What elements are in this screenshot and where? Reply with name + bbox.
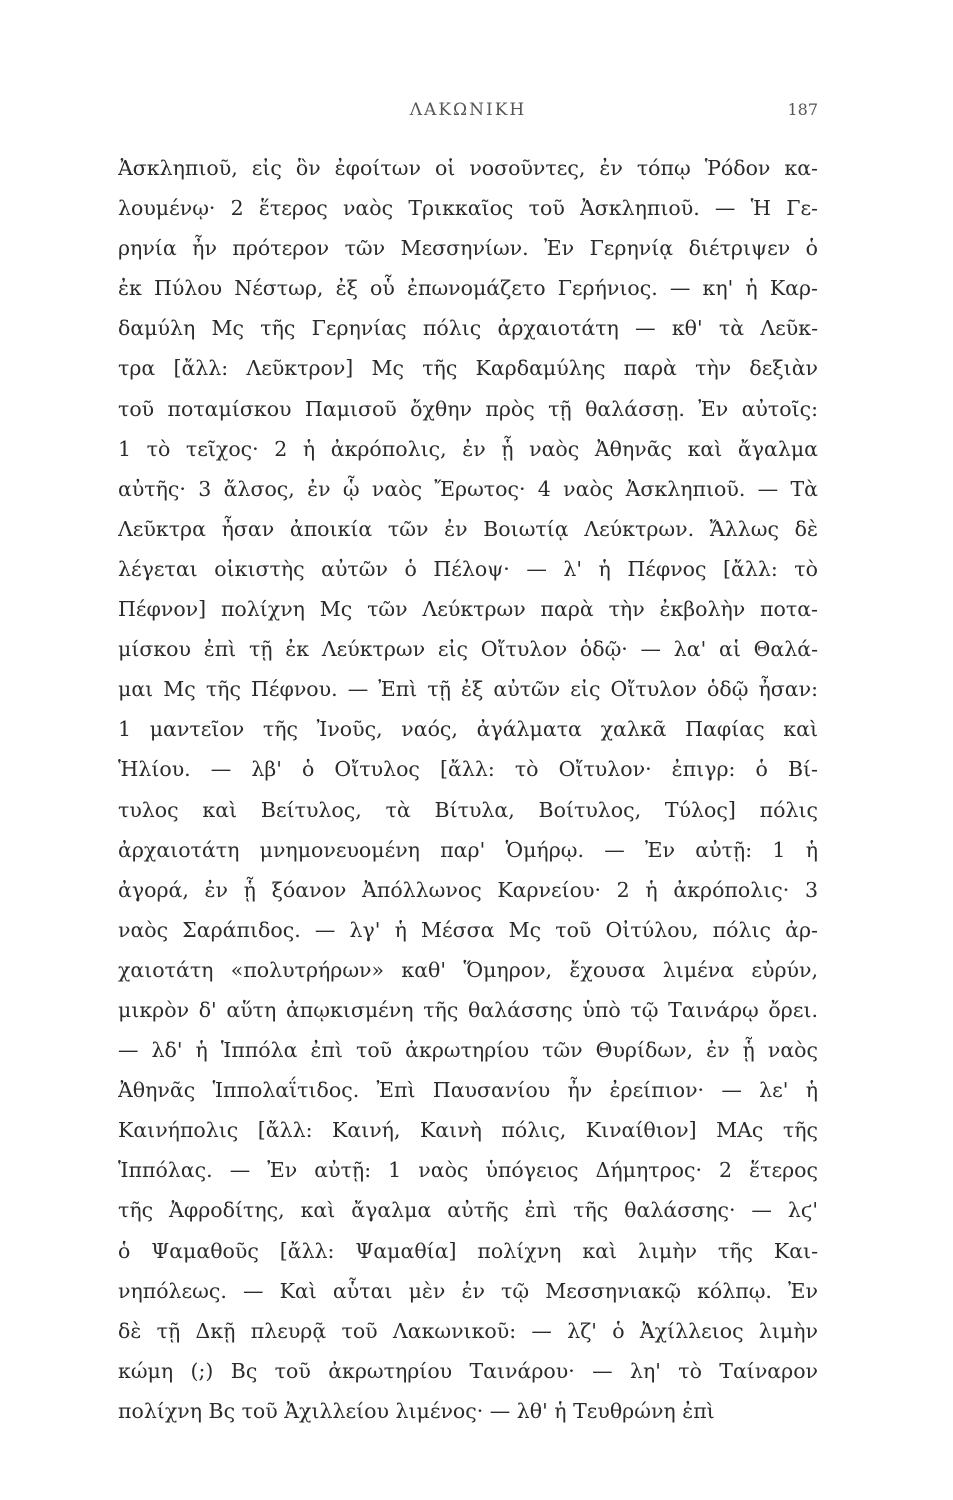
text-line: Ἡλίου. — λβ' ὁ Οἴτυλος [ἄλλ: τὸ Οἴτυλον· ἐπιγρ: ὁ Βί- <box>118 757 818 782</box>
text-line: δὲ τῇ Δκῇ πλευρᾷ τοῦ Λακωνικοῦ: — λζ' ὁ Ἀχίλλειος λιμὴν <box>118 1318 818 1343</box>
text-line: μαι Μς τῆς Πέφνου. — Ἐπὶ τῇ ἐξ αὐτῶν εἰς Οἴτυλον ὁδῷ ἦσαν: <box>118 677 818 702</box>
text-line: πολίχνη Βς τοῦ Ἀχιλλείου λιμένος· — λθ' ἡ Τευθρώνη ἐπὶ <box>118 1398 715 1423</box>
text-line: χαιοτάτη «πολυτρήρων» καθ' Ὅμηρον, ἔχουσα λιμένα εὐρύν, <box>118 957 818 982</box>
text-line: — λδ' ἡ Ἱππόλα ἐπὶ τοῦ ἀκρωτηρίου τῶν Θυρίδων, ἐν ᾗ ναὸς <box>118 1038 818 1063</box>
text-line: Λεῦκτρα ἦσαν ἀποικία τῶν ἐν Βοιωτίᾳ Λεύκτρων. Ἄλλως δὲ <box>118 516 818 541</box>
text-line: αὐτῆς· 3 ἄλσος, ἐν ᾧ ναὸς Ἔρωτος· 4 ναὸς Ἀσκληπιοῦ. — Τὰ <box>118 476 818 501</box>
body-text <box>118 148 818 1431</box>
text-line: δαμύλη Μς τῆς Γερηνίας πόλις ἀρχαιοτάτη — κθ' τὰ Λεῦκ- <box>118 316 818 341</box>
text-line: ἀρχαιοτάτη μνημονευομένη παρ' Ὁμήρῳ. — Ἐν αὐτῇ: 1 ἡ <box>118 837 818 862</box>
text-line: τυλος καὶ Βείτυλος, τὰ Βίτυλα, Βοίτυλος, Τύλος] πόλις <box>118 797 818 822</box>
text-line: ναὸς Σαράπιδος. — λγ' ἡ Μέσσα Μς τοῦ Οἰτύλου, πόλις ἀρ- <box>118 917 818 942</box>
text-line: 1 τὸ τεῖχος· 2 ἡ ἀκρόπολις, ἐν ᾗ ναὸς Ἀθηνᾶς καὶ ἄγαλμα <box>118 436 818 461</box>
text-line: λέγεται οἰκιστὴς αὐτῶν ὁ Πέλοψ· — λ' ἡ Πέφνος [ἄλλ: τὸ <box>118 556 818 581</box>
text-line: μικρὸν δ' αὕτη ἀπῳκισμένη τῆς θαλάσσης ὑπὸ τῷ Ταινάρῳ ὄρει. <box>118 997 818 1022</box>
running-head <box>118 100 818 130</box>
text-line: Ἀθηνᾶς Ἱππολαΐτιδος. Ἐπὶ Παυσανίου ἦν ἐρείπιον· — λε' ἡ <box>118 1078 818 1103</box>
running-title: ΛΑΚΩΝΙΚΗ <box>409 100 527 120</box>
text-line: τρα [ἄλλ: Λεῦκτρον] Μς τῆς Καρδαμύλης παρὰ τὴν δεξιὰν <box>118 356 818 381</box>
text-line: ρηνία ἦν πρότερον τῶν Μεσσηνίων. Ἐν Γερηνίᾳ διέτριψεν ὁ <box>118 236 818 261</box>
text-line: κώμη (;) Βς τοῦ ἀκρωτηρίου Ταινάρου· — λη' τὸ Ταίναρον <box>118 1358 818 1383</box>
text-line: τοῦ ποταμίσκου Παμισοῦ ὄχθην πρὸς τῇ θαλάσσῃ. Ἐν αὐτοῖς: <box>118 396 818 421</box>
text-line: Πέφνον] πολίχνη Μς τῶν Λεύκτρων παρὰ τὴν ἐκβολὴν ποτα- <box>118 597 818 622</box>
text-line: ἐκ Πύλου Νέστωρ, ἐξ οὗ ἐπωνομάζετο Γερήνιος. — κη' ἡ Καρ- <box>118 276 818 301</box>
text-line: 1 μαντεῖον τῆς Ἰνοῦς, ναός, ἀγάλματα χαλκᾶ Παφίας καὶ <box>118 717 818 742</box>
text-line: Ἀσκληπιοῦ, εἰς ὃν ἐφοίτων οἱ νοσοῦντες, ἐν τόπῳ Ῥόδον κα- <box>118 156 818 180</box>
text-line: τῆς Ἀφροδίτης, καὶ ἄγαλμα αὐτῆς ἐπὶ τῆς θαλάσσης· — λϛ' <box>118 1198 818 1223</box>
text-line: μίσκου ἐπὶ τῇ ἐκ Λεύκτρων εἰς Οἴτυλον ὁδῷ· — λα' αἱ Θαλά- <box>118 637 818 662</box>
text-line: Καινήπολις [ἄλλ: Καινή, Καινὴ πόλις, Κιναίθιον] ΜΑς τῆς <box>118 1118 818 1143</box>
text-line: λουμένῳ· 2 ἕτερος ναὸς Τρικκαῖος τοῦ Ἀσκληπιοῦ. — Ἡ Γε- <box>118 196 818 221</box>
text-line: ἀγορά, ἐν ᾗ ξόανον Ἀπόλλωνος Καρνείου· 2 ἡ ἀκρόπολις· 3 <box>118 877 818 902</box>
text-line: Ἱππόλας. — Ἐν αὐτῇ: 1 ναὸς ὑπόγειος Δήμητρος· 2 ἕτερος <box>118 1158 818 1183</box>
text-line: νηπόλεως. — Καὶ αὗται μὲν ἐν τῷ Μεσσηνιακῷ κόλπῳ. Ἐν <box>118 1278 818 1303</box>
page-number: 187 <box>787 100 818 119</box>
text-line: ὁ Ψαμαθοῦς [ἄλλ: Ψαμαθία] πολίχνη καὶ λιμὴν τῆς Και- <box>118 1238 818 1263</box>
